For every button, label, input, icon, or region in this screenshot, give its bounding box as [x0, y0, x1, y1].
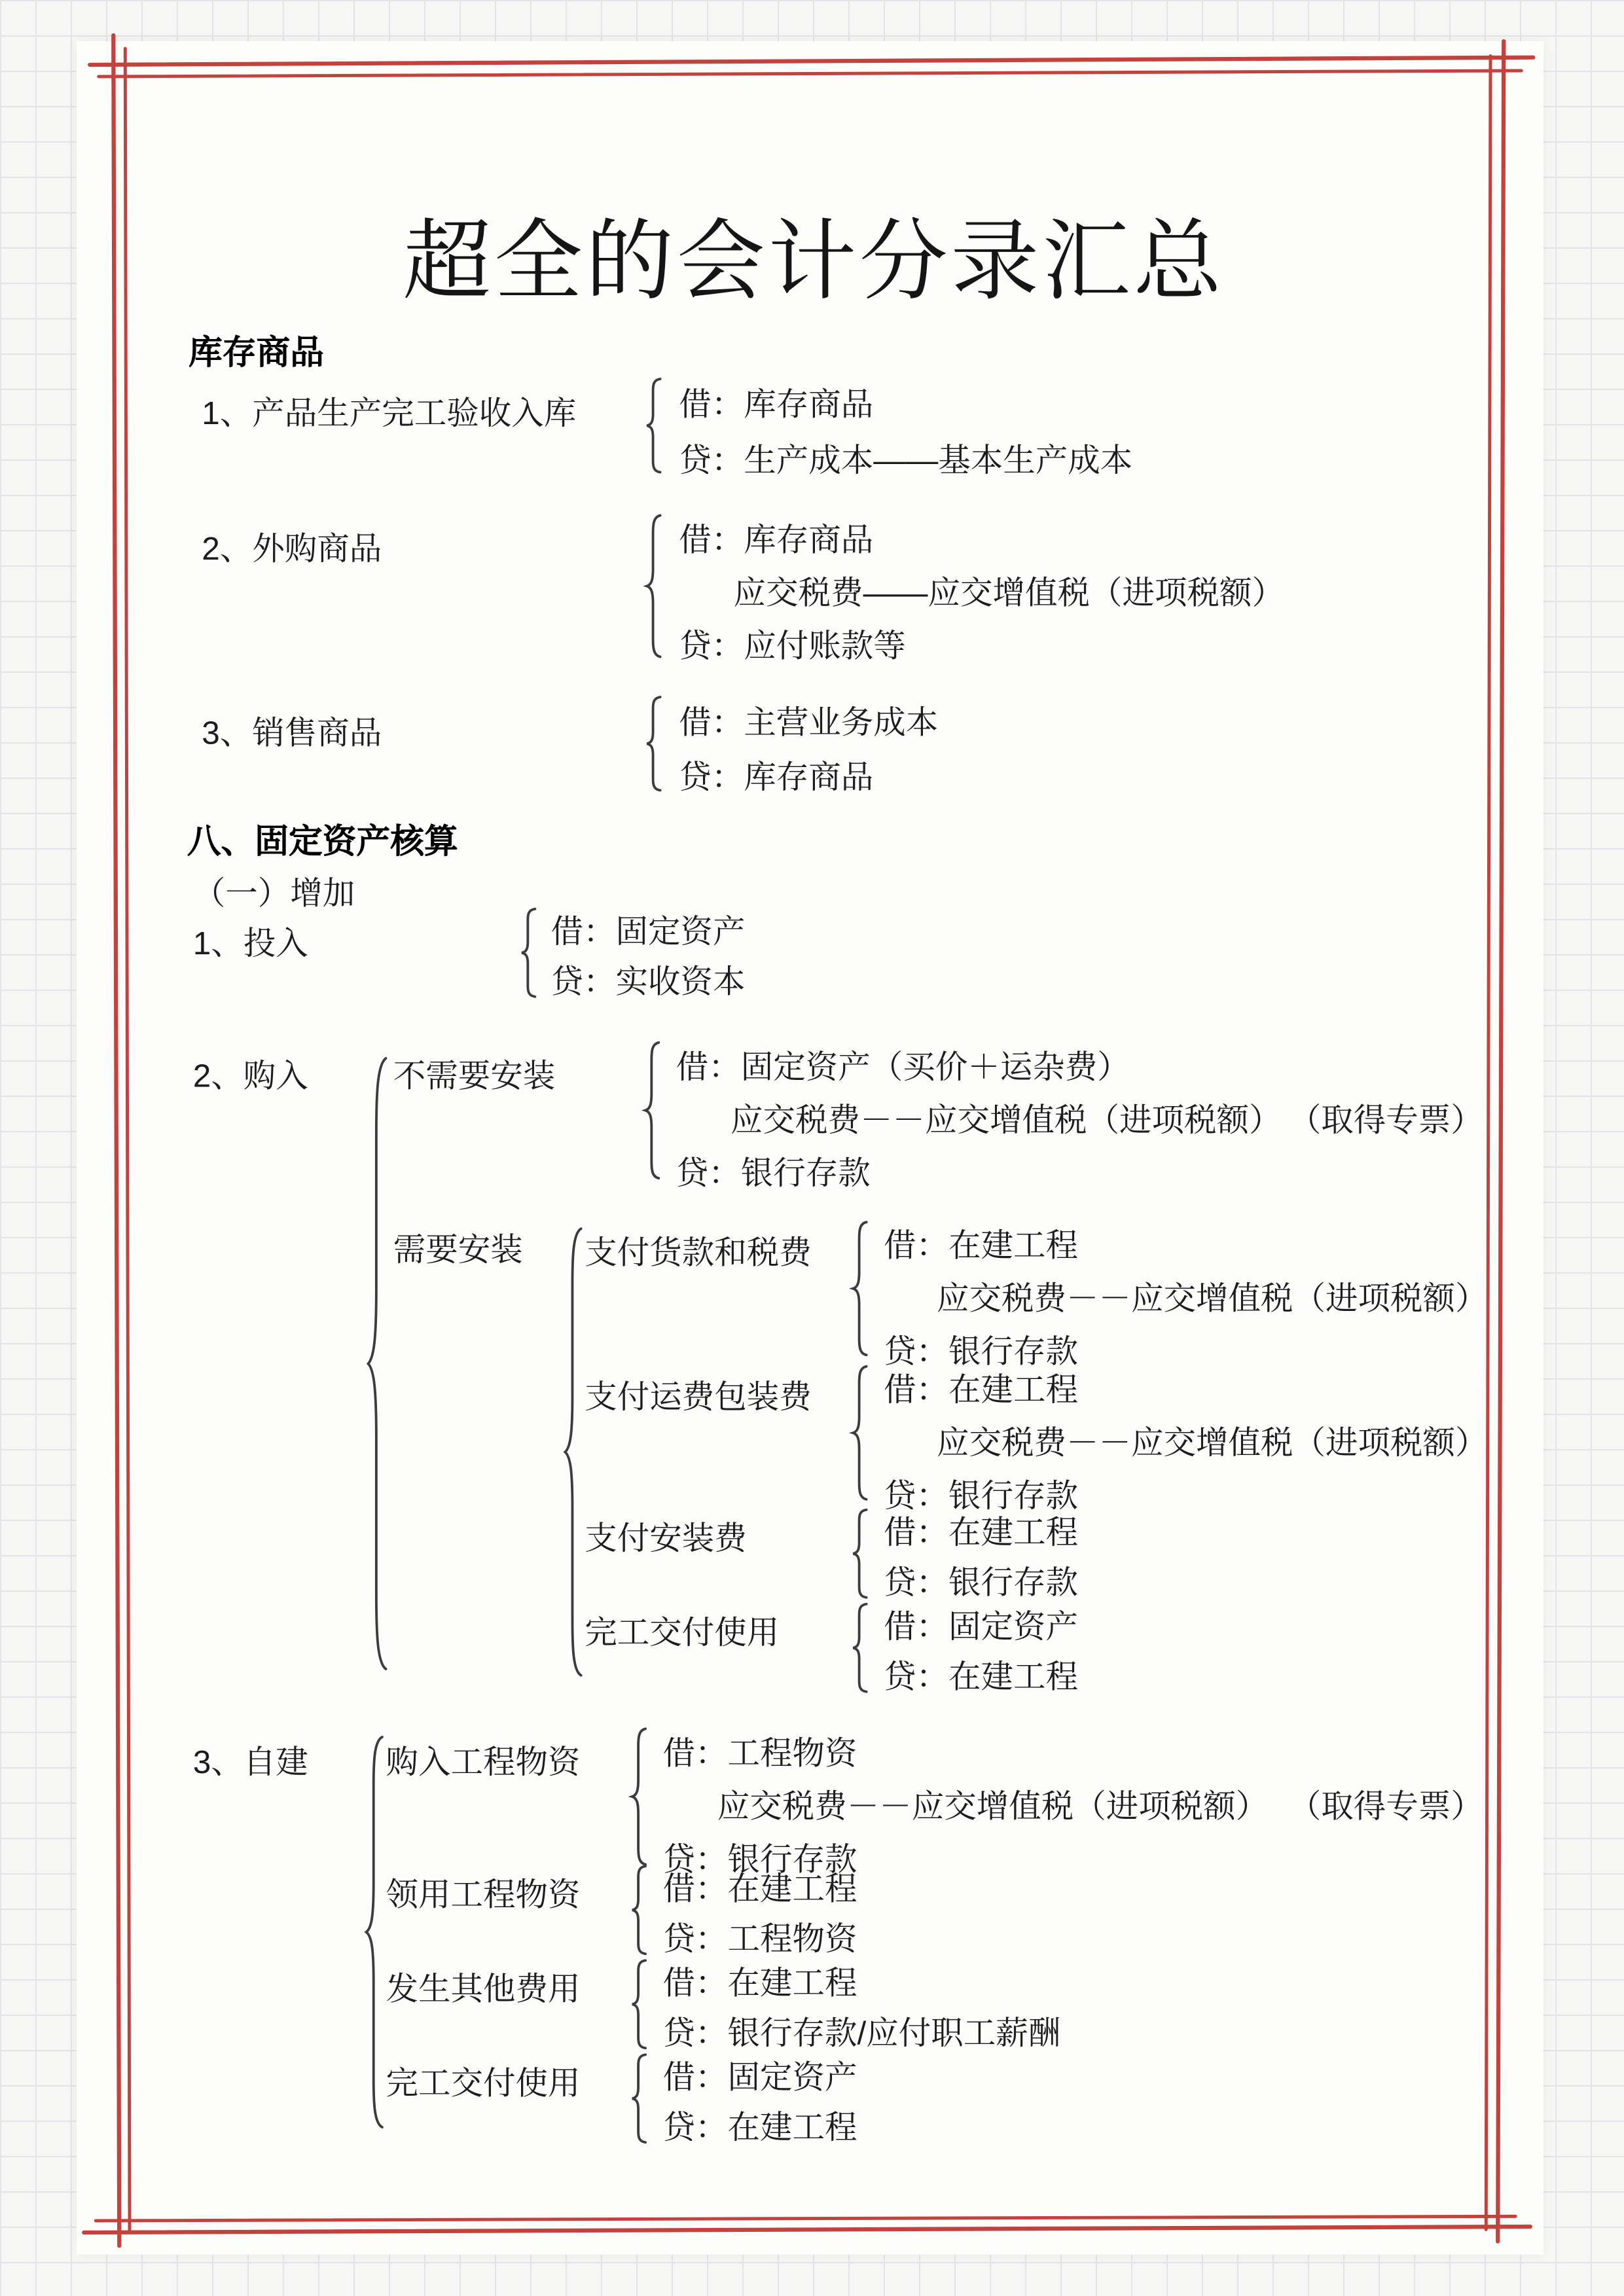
entry-credit: 贷：工程物资 — [662, 1920, 857, 1958]
entry-debit2: 应交税费－－应交增值税（进项税额） — [937, 1424, 1488, 1461]
step-label: 完工交付使用 — [386, 2064, 581, 2102]
entry-note: （取得专票） — [1288, 1787, 1483, 1825]
brace-large — [363, 1729, 389, 2136]
entry-debit: 借：在建工程 — [662, 1964, 857, 2001]
entry-debit: 借：固定资产 — [884, 1608, 1079, 1645]
branch-label: 需要安装 — [393, 1231, 523, 1268]
step-label: 领用工程物资 — [386, 1876, 581, 1913]
brace — [850, 1602, 872, 1694]
entry-credit: 贷：银行存款 — [884, 1333, 1079, 1370]
entry-note: （取得专票） — [1288, 1102, 1483, 1139]
entry-debit: 借：库存商品 — [679, 386, 874, 423]
item-label: 1、产品生产完工验收入库 — [202, 395, 577, 432]
step-label: 购入工程物资 — [386, 1744, 581, 1781]
step-label: 支付运费包装费 — [585, 1378, 812, 1416]
step-label: 完工交付使用 — [585, 1614, 780, 1651]
entry-credit: 贷：在建工程 — [884, 1658, 1079, 1695]
step-label: 支付安装费 — [585, 1520, 747, 1557]
branch-label: 不需要安装 — [393, 1057, 556, 1094]
brace — [629, 1865, 651, 1956]
entry-debit2: 应交税费－－应交增值税（进项税额） — [717, 1787, 1269, 1825]
entry-debit: 借：在建工程 — [884, 1514, 1079, 1551]
step-label: 发生其他费用 — [386, 1970, 581, 2007]
entry-debit: 借：固定资产（买价＋运杂费） — [676, 1049, 1130, 1086]
step-label: 支付货款和税费 — [585, 1234, 812, 1271]
item-label: 2、外购商品 — [202, 530, 382, 567]
entry-debit: 借：工程物资 — [662, 1734, 857, 1772]
brace — [642, 1040, 664, 1181]
page-title: 超全的会计分录汇总 — [403, 212, 1225, 311]
entry-credit: 贷：银行存款/应付职工薪酬 — [662, 2015, 1061, 2052]
item-label: 3、自建 — [192, 1744, 308, 1781]
subheading-increase: （一）增加 — [192, 874, 355, 912]
entry-credit: 贷：在建工程 — [662, 2109, 857, 2146]
section-heading-fixed-assets: 八、固定资产核算 — [187, 821, 458, 860]
brace — [850, 1219, 872, 1358]
brace — [850, 1364, 872, 1503]
entry-debit2: 应交税费－－应交增值税（进项税额） — [731, 1102, 1282, 1139]
entry-debit: 借：库存商品 — [679, 521, 874, 558]
entry-credit: 贷：实收资本 — [550, 963, 746, 1000]
entry-credit: 贷：库存商品 — [679, 758, 874, 795]
entry-debit: 借：主营业务成本 — [679, 704, 939, 741]
item-label: 1、投入 — [192, 925, 308, 962]
brace — [518, 907, 541, 999]
entry-debit: 借：在建工程 — [884, 1227, 1079, 1264]
hand-drawn-border — [96, 45, 1539, 2248]
brace-large — [364, 1046, 393, 1682]
brace — [850, 1508, 872, 1600]
entry-debit: 借：在建工程 — [884, 1371, 1079, 1408]
entry-credit: 贷：银行存款 — [884, 1477, 1079, 1514]
section-heading-inventory: 库存商品 — [189, 332, 324, 371]
entry-debit: 借：固定资产 — [550, 913, 746, 950]
brace — [643, 512, 666, 660]
entry-credit: 贷：应付账款等 — [679, 627, 906, 664]
item-label: 3、销售商品 — [202, 714, 382, 751]
entry-debit2: 应交税费——应交增值税（进项税额） — [733, 574, 1285, 611]
brace — [629, 2053, 651, 2145]
entry-debit: 借：在建工程 — [662, 1870, 857, 1907]
brace — [643, 695, 666, 793]
entry-debit: 借：固定资产 — [662, 2058, 857, 2096]
brace — [629, 1959, 651, 2051]
entry-credit: 贷：生产成本——基本生产成本 — [679, 442, 1133, 479]
entry-credit: 贷：银行存款 — [676, 1155, 871, 1192]
entry-credit: 贷：银行存款 — [662, 1840, 857, 1878]
item-label: 2、购入 — [192, 1057, 308, 1094]
brace — [629, 1726, 651, 1867]
entry-credit: 贷：银行存款 — [884, 1564, 1079, 1601]
brace-large — [561, 1219, 588, 1685]
entry-debit2: 应交税费－－应交增值税（进项税额） — [937, 1280, 1488, 1317]
brace — [643, 377, 666, 475]
